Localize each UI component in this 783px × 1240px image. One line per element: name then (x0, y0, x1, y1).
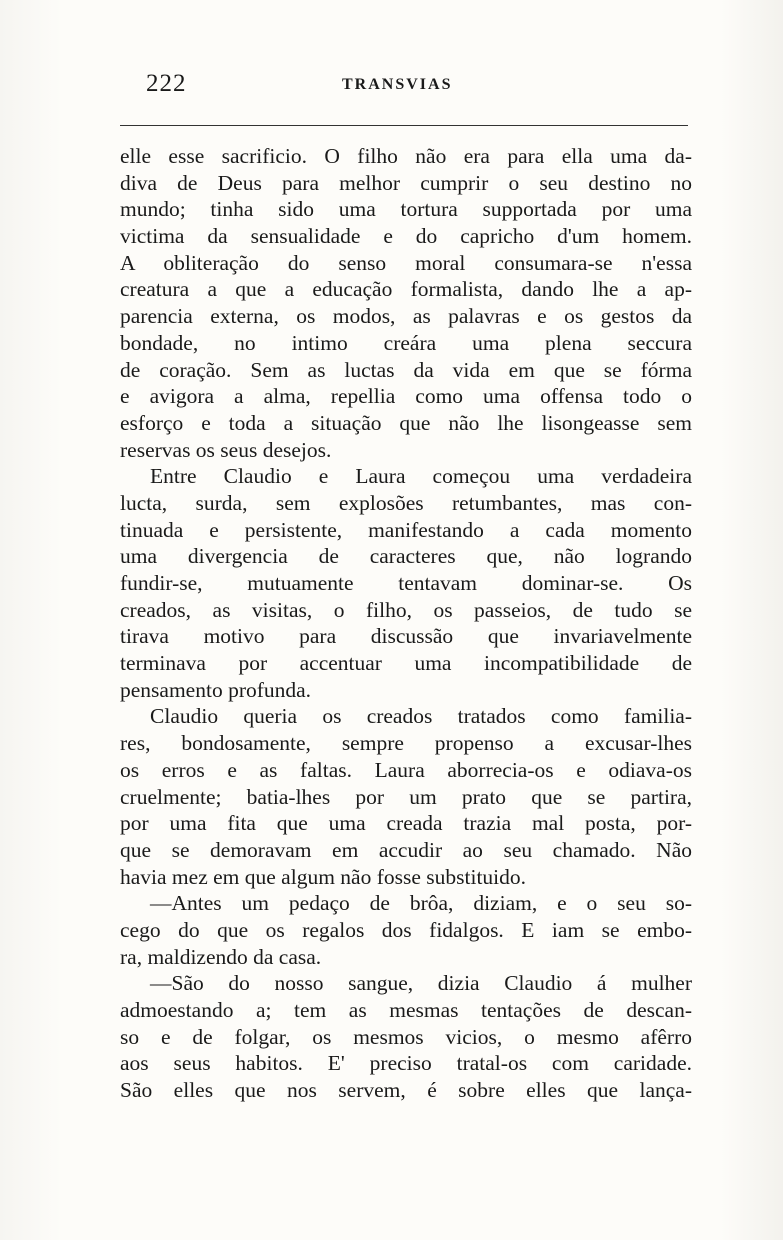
text-line: por uma fita que uma creada trazia mal posta, por- (120, 811, 692, 836)
text-line: admoestando a; tem as mesmas tentações de descan- (120, 998, 692, 1022)
text-line: victima da sensualidade e do capricho d'um homem. (120, 224, 692, 249)
text-line: so e de folgar, os mesmos vicios, o mesmo afêrro (120, 1024, 692, 1049)
text-line: cego do que os regalos dos fidalgos. E iam se embo- (120, 917, 692, 942)
text-line: de coração. Sem as luctas da vida em que se fórma (120, 357, 692, 382)
page-number: 222 (146, 70, 187, 97)
text-line: ra, maldizendo da casa. (120, 944, 322, 969)
text-line: parencia externa, os modos, as palavras e os gestos da (120, 304, 692, 329)
header-rule (120, 125, 688, 126)
text-line: tinuada e persistente, manifestando a cada momento (120, 517, 692, 542)
text-line: pensamento profunda. (120, 677, 312, 702)
text-line: res, bondosamente, sempre propenso a excusar-lhes (120, 731, 692, 756)
text-line: creados, as visitas, o filho, os passeios, de tudo se (120, 597, 692, 622)
text-line: —Antes um pedaço de brôa, diziam, e o seu so- (150, 891, 692, 916)
text-line: elle esse sacrificio. O filho não era para ella uma da- (120, 144, 692, 168)
text-line: terminava por accentuar uma incompatibilidade de (120, 651, 692, 676)
text-line: mundo; tinha sido uma tortura supportada por uma (120, 197, 692, 222)
text-line: Claudio queria os creados tratados como familia- (150, 704, 692, 729)
text-line: os erros e as faltas. Laura aborrecia-os e odiava-os (120, 757, 692, 782)
text-line: uma divergencia de caracteres que, não logrando (120, 544, 692, 569)
running-head (146, 70, 666, 100)
text-line: aos seus habitos. E' preciso tratal-os com caridade. (120, 1051, 692, 1076)
text-line: cruelmente; batia-lhes por um prato que se partira, (120, 784, 692, 809)
running-title: TRANSVIAS (342, 76, 453, 93)
text-line: havia mez em que algum não fosse substituido. (120, 864, 527, 889)
text-line: esforço e toda a situação que não lhe lisongeasse sem (120, 410, 692, 435)
text-line: creatura a que a educação formalista, dando lhe a ap- (120, 277, 692, 302)
text-line: lucta, surda, sem explosões retumbantes, mas con- (120, 490, 692, 515)
text-line: A obliteração do senso moral consumara-se n'essa (120, 250, 692, 275)
text-line: São elles que nos servem, é sobre elles que lança- (120, 1078, 692, 1103)
text-line: —São do nosso sangue, dizia Claudio á mulher (150, 971, 692, 996)
text-line: bondade, no intimo creára uma plena seccura (120, 330, 692, 355)
text-line: que se demoravam em accudir ao seu chamado. Não (120, 837, 692, 862)
body-text (120, 143, 692, 1104)
text-line: diva de Deus para melhor cumprir o seu destino no (120, 170, 692, 195)
text-line: reservas os seus desejos. (120, 437, 332, 462)
text-line: Entre Claudio e Laura começou uma verdadeira (150, 464, 692, 489)
text-line: fundir-se, mutuamente tentavam dominar-se. Os (120, 571, 692, 595)
text-line: e avigora a alma, repellia como uma offensa todo o (120, 384, 692, 409)
text-line: tirava motivo para discussão que invariavelmente (120, 624, 692, 649)
